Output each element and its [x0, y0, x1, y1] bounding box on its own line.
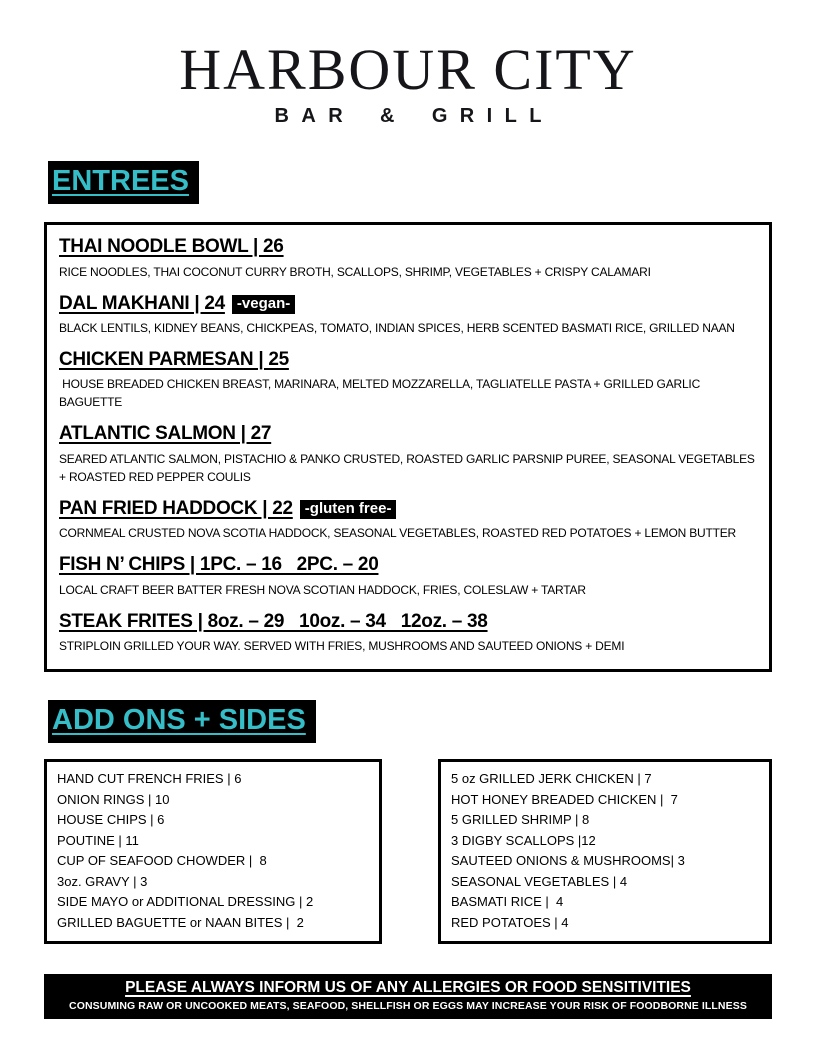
entree-item [59, 554, 757, 598]
entree-description: HOUSE BREADED CHICKEN BREAST, MARINARA, MELTED MOZZARELLA, TAGLIATELLE PASTA + GRILLED GARLIC BAGUETTE [59, 377, 704, 410]
brand-header [0, 37, 816, 128]
foodborne-disclaimer: CONSUMING RAW OR UNCOOKED MEATS, SEAFOOD, SHELLFISH OR EGGS MAY INCREASE YOUR RISK OF FOODBORNE ILLNESS [69, 1000, 747, 1013]
side-item: HAND CUT FRENCH FRIES | 6 [57, 771, 242, 787]
entree-description: RICE NOODLES, THAI COCONUT CURRY BROTH, SCALLOPS, SHRIMP, VEGETABLES + CRISPY CALAMARI [59, 264, 651, 279]
entree-item [59, 293, 757, 337]
entrees-panel [44, 222, 772, 672]
side-item: 5 oz GRILLED JERK CHICKEN | 7 [451, 771, 652, 787]
entree-item [59, 349, 757, 411]
restaurant-tagline: BAR & GRILL [274, 104, 554, 127]
entree-title-row [59, 293, 757, 315]
entree-title-row [59, 498, 757, 520]
entree-item [59, 498, 757, 542]
entree-diet-tag: -vegan- [232, 295, 295, 315]
entree-title-row [59, 611, 757, 633]
side-item: SAUTEED ONIONS & MUSHROOMS| 3 [451, 853, 685, 869]
entree-description: CORNMEAL CRUSTED NOVA SCOTIA HADDOCK, SEASONAL VEGETABLES, ROASTED RED POTATOES + LEMON BUTTER [59, 526, 737, 541]
entree-description: STRIPLOIN GRILLED YOUR WAY. SERVED WITH FRIES, MUSHROOMS AND SAUTEED ONIONS + DEMI [59, 638, 625, 653]
entree-title: CHICKEN PARMESAN | 25 [59, 348, 289, 370]
entree-title: ATLANTIC SALMON | 27 [59, 423, 272, 445]
allergy-notice: PLEASE ALWAYS INFORM US OF ANY ALLERGIES OR FOOD SENSITIVITIES [125, 979, 691, 997]
entree-item [59, 611, 757, 655]
addons-heading: ADD ONS + SIDES [48, 700, 316, 743]
side-item: BASMATI RICE | 4 [451, 894, 564, 910]
side-item: HOUSE CHIPS | 6 [57, 812, 165, 828]
entree-title: DAL MAKHANI | 24 [59, 292, 225, 314]
side-item: SEASONAL VEGETABLES | 4 [451, 873, 628, 889]
entree-title-row [59, 423, 757, 445]
side-item: ONION RINGS | 10 [57, 791, 170, 807]
entree-title-row [59, 554, 757, 576]
entrees-heading-row [48, 161, 816, 204]
entree-description: LOCAL CRAFT BEER BATTER FRESH NOVA SCOTIAN HADDOCK, FRIES, COLESLAW + TARTAR [59, 582, 586, 597]
sides-right-panel [438, 759, 772, 944]
side-item: RED POTATOES | 4 [451, 914, 569, 930]
entree-item [59, 423, 757, 485]
entree-title: FISH N’ CHIPS | 1PC. – 16 2PC. – 20 [59, 554, 379, 576]
entree-title-row [59, 236, 757, 258]
entree-diet-tag: -gluten free- [300, 500, 397, 520]
sides-left-panel [44, 759, 382, 944]
allergy-notice-bar [44, 974, 772, 1019]
side-item: 5 GRILLED SHRIMP | 8 [451, 812, 590, 828]
side-item: HOT HONEY BREADED CHICKEN | 7 [451, 791, 678, 807]
entree-title: STEAK FRITES | 8oz. – 29 10oz. – 34 12oz. – 38 [59, 610, 488, 632]
restaurant-name: HARBOUR CITY [179, 37, 637, 102]
entree-description: SEARED ATLANTIC SALMON, PISTACHIO & PANKO CRUSTED, ROASTED GARLIC PARSNIP PUREE, SEASONAL VEGETABLES + ROASTED RED PEPPER COULIS [59, 451, 758, 484]
entree-item [59, 236, 757, 280]
side-item: SIDE MAYO or ADDITIONAL DRESSING | 2 [57, 894, 314, 910]
side-item: 3oz. GRAVY | 3 [57, 873, 148, 889]
entree-title-row [59, 349, 757, 371]
addons-heading-row [48, 700, 816, 743]
entrees-heading: ENTREES [48, 161, 199, 204]
entree-description: BLACK LENTILS, KIDNEY BEANS, CHICKPEAS, TOMATO, INDIAN SPICES, HERB SCENTED BASMATI RICE, GRILLED NAAN [59, 320, 735, 335]
side-item: POUTINE | 11 [57, 832, 139, 848]
entree-title: THAI NOODLE BOWL | 26 [59, 236, 284, 258]
sides-row [44, 759, 772, 944]
side-item: 3 DIGBY SCALLOPS |12 [451, 832, 596, 848]
side-item: GRILLED BAGUETTE or NAAN BITES | 2 [57, 914, 304, 930]
side-item: CUP OF SEAFOOD CHOWDER | 8 [57, 853, 267, 869]
entree-title: PAN FRIED HADDOCK | 22 [59, 497, 293, 519]
